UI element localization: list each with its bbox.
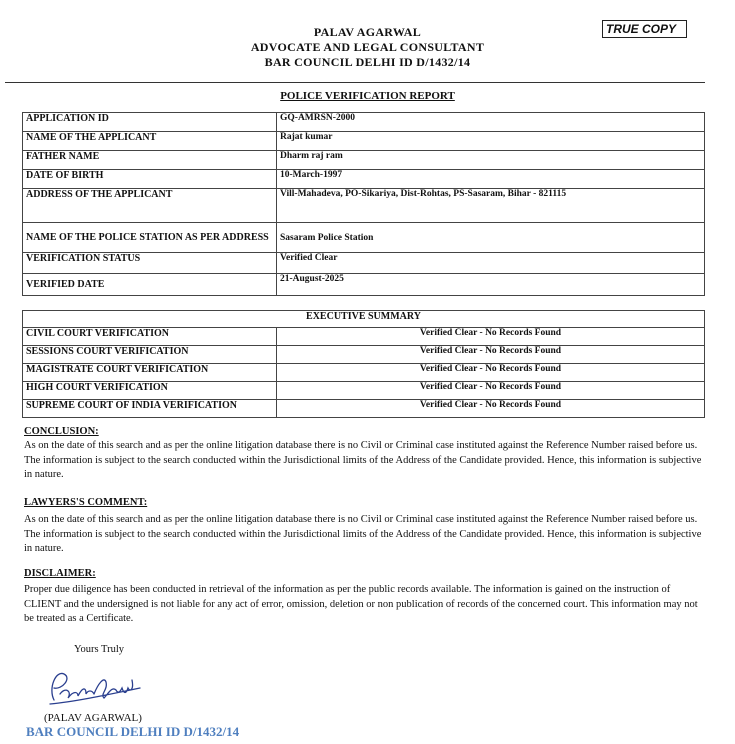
table-row (23, 274, 705, 296)
detail-label: VERIFIED DATE (23, 274, 277, 296)
detail-label: NAME OF THE POLICE STATION AS PER ADDRESS (23, 223, 277, 253)
advocate-role: ADVOCATE AND LEGAL CONSULTANT (250, 40, 485, 54)
summary-label: CIVIL COURT VERIFICATION (23, 328, 277, 346)
summary-label: HIGH COURT VERIFICATION (23, 382, 277, 400)
summary-value: Verified Clear - No Records Found (277, 400, 705, 418)
detail-value: 10-March-1997 (277, 170, 705, 189)
details-table (22, 112, 705, 296)
lawyers-comment-text: As on the date of this search and as per the online litigation database there is no Civil or Criminal case instituted against the Reference Number raised before us. The information is subject to the search conducted within the Jurisdictional limits of the Address of the Candidate provided. Hence, this information is subjective in nature. (24, 514, 702, 554)
table-row (23, 223, 705, 253)
table-row (23, 170, 705, 189)
detail-value: Dharm raj ram (277, 151, 705, 170)
table-row (23, 132, 705, 151)
table-row (23, 151, 705, 170)
report-title: POLICE VERIFICATION REPORT (280, 90, 455, 102)
table-row (23, 113, 705, 132)
table-row (23, 400, 705, 418)
table-row (23, 328, 705, 346)
yours-truly: Yours Truly (74, 644, 125, 655)
detail-value: Vill-Mahadeva, PO-Sikariya, Dist-Rohtas, PS-Sasaram, Bihar - 821115 (277, 189, 705, 223)
detail-label: DATE OF BIRTH (23, 170, 277, 189)
bar-council-id: BAR COUNCIL DELHI ID D/1432/14 (26, 724, 240, 739)
table-row (23, 382, 705, 400)
summary-value: Verified Clear - No Records Found (277, 328, 705, 346)
summary-value: Verified Clear - No Records Found (277, 346, 705, 364)
table-row (23, 346, 705, 364)
detail-label: APPLICATION ID (23, 113, 277, 132)
disclaimer-text: Proper due diligence has been conducted in retrieval of the information as per the public records available. The information is gained on the instruction of CLIENT and the undersigned is not liable for any act of error, omission, deletion or non publication of records of the concerned court. This information may not be treated as a Certificate. (24, 584, 698, 624)
detail-value: Rajat kumar (277, 132, 705, 151)
disclaimer-heading: DISCLAIMER: (24, 568, 96, 579)
summary-value: Verified Clear - No Records Found (277, 364, 705, 382)
detail-value: Verified Clear (277, 253, 705, 274)
signatory-name: (PALAV AGARWAL) (44, 712, 142, 724)
table-row (23, 364, 705, 382)
signature-image (42, 664, 152, 710)
detail-value: Sasaram Police Station (277, 223, 705, 253)
conclusion-heading: CONCLUSION: (24, 426, 99, 437)
detail-label: ADDRESS OF THE APPLICANT (23, 189, 277, 223)
executive-summary-title: EXECUTIVE SUMMARY (23, 311, 705, 328)
advocate-name: PALAV AGARWAL (313, 25, 422, 39)
detail-value: GQ-AMRSN-2000 (277, 113, 705, 132)
executive-summary-table (22, 310, 705, 418)
summary-value: Verified Clear - No Records Found (277, 382, 705, 400)
header-bar-id: BAR COUNCIL DELHI ID D/1432/14 (264, 55, 471, 69)
summary-label: MAGISTRATE COURT VERIFICATION (23, 364, 277, 382)
true-copy-stamp: TRUE COPY (602, 20, 687, 38)
detail-value: 21-August-2025 (277, 274, 705, 296)
table-row (23, 311, 705, 328)
summary-label: SUPREME COURT OF INDIA VERIFICATION (23, 400, 277, 418)
conclusion-text: As on the date of this search and as per the online litigation database there is no Civil or Criminal case instituted against the Reference Number raised before us. The information is subject to the search conducted within the Jurisdictional limits of the Address of the Candidate provided. Hence, this information is subjective in nature. (24, 440, 702, 480)
detail-label: VERIFICATION STATUS (23, 253, 277, 274)
table-row (23, 253, 705, 274)
table-row (23, 189, 705, 223)
header-divider (5, 82, 705, 83)
detail-label: FATHER NAME (23, 151, 277, 170)
detail-label: NAME OF THE APPLICANT (23, 132, 277, 151)
lawyers-comment-heading: LAWYERS'S COMMENT: (24, 497, 148, 508)
summary-label: SESSIONS COURT VERIFICATION (23, 346, 277, 364)
